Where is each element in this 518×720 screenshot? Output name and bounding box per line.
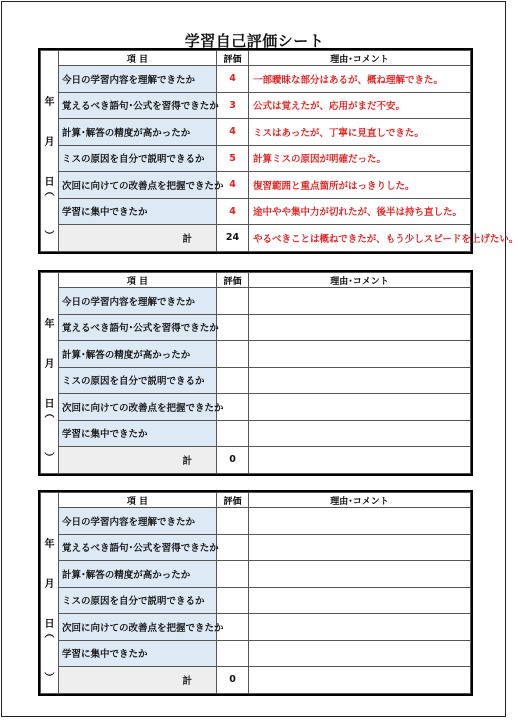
comment-cell[interactable] (249, 314, 471, 341)
item-header: 項 目 (59, 493, 217, 508)
score-cell[interactable] (217, 508, 249, 535)
score-cell[interactable]: 4 (217, 66, 249, 93)
total-label: 計 (59, 667, 217, 694)
year-label: 年 (44, 318, 55, 330)
date-labels (41, 282, 58, 464)
item-label: 今日の学習内容を理解できたか (59, 66, 217, 93)
comment-header: 理由･コメント (249, 493, 471, 508)
date-column (41, 273, 59, 474)
score-header: 評価 (217, 493, 249, 508)
total-score: 0 (217, 667, 249, 694)
score-cell[interactable] (217, 561, 249, 588)
score-cell[interactable] (217, 367, 249, 394)
table-row (41, 198, 471, 225)
month-label: 月 (44, 578, 55, 590)
table-row (41, 314, 471, 341)
comment-cell[interactable] (249, 420, 471, 447)
comment-cell[interactable]: 公式は覚えたが、応用がまだ不安。 (249, 92, 471, 119)
table-row (41, 367, 471, 394)
table-row (41, 420, 471, 447)
total-row (41, 667, 471, 694)
table-row (41, 92, 471, 119)
paren-open: ︵ (44, 628, 55, 640)
table-row (41, 394, 471, 421)
score-cell[interactable] (217, 640, 249, 667)
total-label: 計 (59, 447, 217, 474)
paren-close: ︶ (44, 672, 55, 684)
item-label: 次回に向けての改善点を把握できたか (59, 172, 217, 199)
comment-cell[interactable]: 復習範囲と重点箇所がはっきりした。 (249, 172, 471, 199)
table-row (41, 614, 471, 641)
day-label: 日 (44, 398, 55, 410)
score-cell[interactable]: 5 (217, 145, 249, 172)
year-label: 年 (44, 96, 55, 108)
table-row (41, 341, 471, 368)
score-cell[interactable] (217, 534, 249, 561)
comment-cell[interactable] (249, 508, 471, 535)
total-comment[interactable]: やるべきことは概ねできたが、もう少しスピードを上げたい。 (249, 225, 471, 252)
table-row (41, 534, 471, 561)
item-label: 次回に向けての改善点を把握できたか (59, 614, 217, 641)
paren-open: ︵ (44, 186, 55, 198)
score-cell[interactable]: 3 (217, 92, 249, 119)
comment-cell[interactable]: 計算ミスの原因が明確だった。 (249, 145, 471, 172)
table-row (41, 640, 471, 667)
table-row (41, 145, 471, 172)
comment-cell[interactable] (249, 534, 471, 561)
comment-header: 理由･コメント (249, 273, 471, 288)
item-label: 学習に集中できたか (59, 420, 217, 447)
header-row (41, 51, 471, 66)
paren-close: ︶ (44, 452, 55, 464)
score-cell[interactable] (217, 341, 249, 368)
score-header: 評価 (217, 51, 249, 66)
item-label: 学習に集中できたか (59, 198, 217, 225)
comment-cell[interactable] (249, 587, 471, 614)
table-row (41, 508, 471, 535)
header-row (41, 493, 471, 508)
comment-cell[interactable] (249, 288, 471, 315)
table-row (41, 561, 471, 588)
year-label: 年 (44, 538, 55, 550)
month-label: 月 (44, 358, 55, 370)
date-labels (41, 60, 58, 242)
total-row (41, 447, 471, 474)
item-label: 計算･解答の精度が高かったか (59, 341, 217, 368)
header-row (41, 273, 471, 288)
date-column (41, 493, 59, 694)
score-cell[interactable]: 4 (217, 172, 249, 199)
total-comment[interactable] (249, 447, 471, 474)
item-header: 項 目 (59, 51, 217, 66)
table-row (41, 587, 471, 614)
score-cell[interactable] (217, 288, 249, 315)
evaluation-table (40, 50, 518, 252)
score-cell[interactable]: 4 (217, 119, 249, 146)
comment-cell[interactable] (249, 341, 471, 368)
day-label: 日 (44, 618, 55, 630)
paren-close: ︶ (44, 230, 55, 242)
paren-open: ︵ (44, 408, 55, 420)
item-label: 覚えるべき語句･公式を習得できたか (59, 534, 217, 561)
total-row (41, 225, 471, 252)
item-label: 覚えるべき語句･公式を習得できたか (59, 92, 217, 119)
comment-cell[interactable] (249, 394, 471, 421)
day-label: 日 (44, 176, 55, 188)
total-label: 計 (59, 225, 217, 252)
item-label: ミスの原因を自分で説明できるか (59, 367, 217, 394)
comment-cell[interactable] (249, 640, 471, 667)
date-labels (41, 502, 58, 684)
item-label: ミスの原因を自分で説明できるか (59, 145, 217, 172)
item-label: 次回に向けての改善点を把握できたか (59, 394, 217, 421)
evaluation-sheet (38, 48, 518, 254)
score-cell[interactable] (217, 314, 249, 341)
item-label: 計算･解答の精度が高かったか (59, 561, 217, 588)
date-column (41, 51, 59, 252)
total-comment[interactable] (249, 667, 471, 694)
table-row (41, 119, 471, 146)
item-label: ミスの原因を自分で説明できるか (59, 587, 217, 614)
comment-cell[interactable] (249, 614, 471, 641)
total-score: 24 (217, 225, 249, 252)
evaluation-sheet (38, 270, 473, 476)
page-title: 学習自己評価シート (184, 32, 325, 50)
item-label: 今日の学習内容を理解できたか (59, 288, 217, 315)
month-label: 月 (44, 136, 55, 148)
total-score: 0 (217, 447, 249, 474)
evaluation-table (40, 272, 471, 474)
item-label: 今日の学習内容を理解できたか (59, 508, 217, 535)
comment-cell[interactable] (249, 367, 471, 394)
evaluation-table (40, 492, 471, 694)
item-label: 覚えるべき語句･公式を習得できたか (59, 314, 217, 341)
comment-cell[interactable] (249, 561, 471, 588)
item-label: 計算･解答の精度が高かったか (59, 119, 217, 146)
score-cell[interactable]: 4 (217, 198, 249, 225)
table-row (41, 66, 471, 93)
table-row (41, 288, 471, 315)
item-header: 項 目 (59, 273, 217, 288)
item-label: 学習に集中できたか (59, 640, 217, 667)
score-cell[interactable] (217, 420, 249, 447)
score-header: 評価 (217, 273, 249, 288)
score-cell[interactable] (217, 587, 249, 614)
comment-header: 理由･コメント (249, 51, 471, 66)
evaluation-sheet (38, 490, 473, 696)
comment-cell[interactable]: ミスはあったが、丁寧に見直しできた。 (249, 119, 471, 146)
comment-cell[interactable]: 一部曖昧な部分はあるが、概ね理解できた。 (249, 66, 471, 93)
table-row (41, 172, 471, 199)
comment-cell[interactable]: 途中やや集中力が切れたが、後半は持ち直した。 (249, 198, 471, 225)
